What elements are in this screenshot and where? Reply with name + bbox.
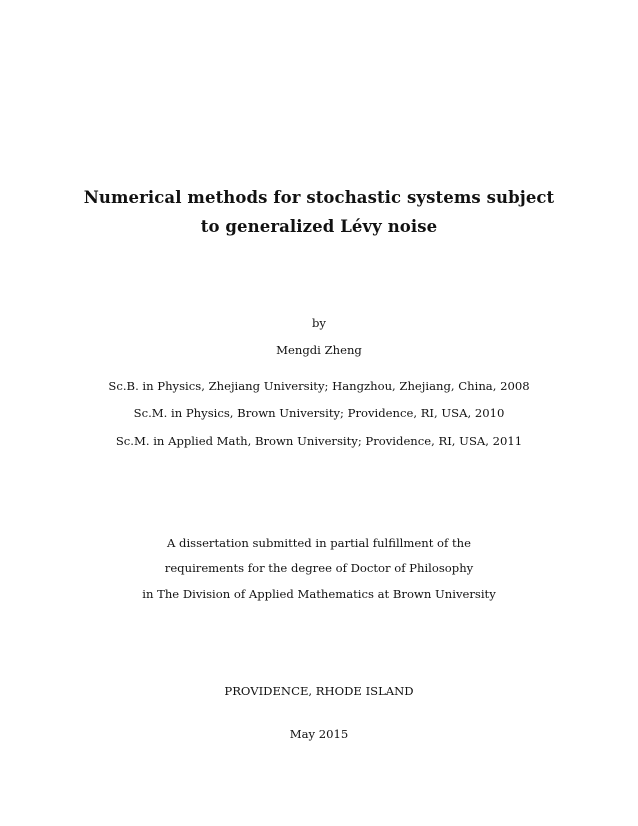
thesis-title-line-2: to generalized Lévy noise xyxy=(200,217,438,236)
thesis-title-line-1: Numerical methods for stochastic systems subject xyxy=(83,188,555,207)
statement-line-1: A dissertation submitted in partial fulfillment of the xyxy=(166,536,472,550)
statement-line-3: in The Division of Applied Mathematics at Brown University xyxy=(142,587,496,601)
degree-line-1: Sc.B. in Physics, Zhejiang University; Hangzhou, Zhejiang, China, 2008 xyxy=(108,379,530,393)
place: PROVIDENCE, RHODE ISLAND xyxy=(224,684,414,698)
degree-line-2: Sc.M. in Physics, Brown University; Providence, RI, USA, 2010 xyxy=(133,406,505,420)
by-label: by xyxy=(312,316,326,330)
date: May 2015 xyxy=(289,727,349,741)
author-name: Mengdi Zheng xyxy=(276,343,362,357)
statement-line-2: requirements for the degree of Doctor of Philosophy xyxy=(164,561,474,575)
degree-line-3: Sc.M. in Applied Math, Brown University; Providence, RI, USA, 2011 xyxy=(115,434,523,448)
